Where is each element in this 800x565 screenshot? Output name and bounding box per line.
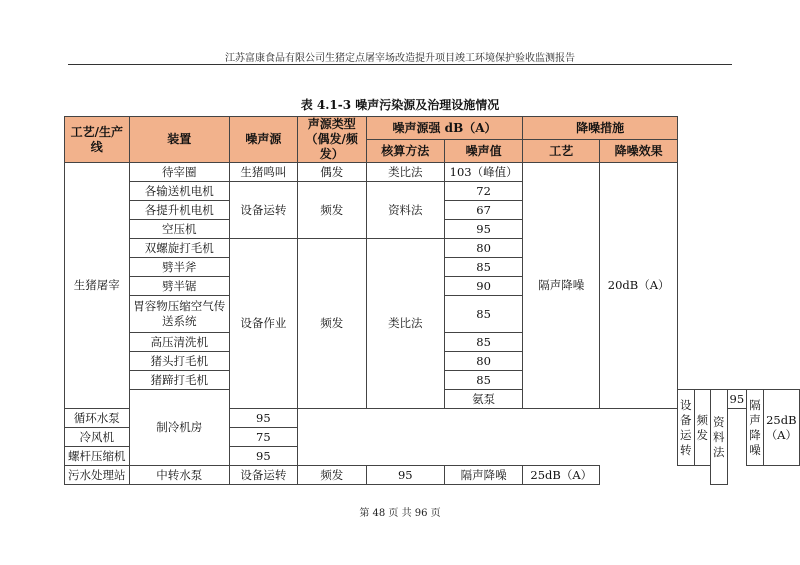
value-cell: 95 [727,390,747,409]
value-cell: 95 [366,466,444,485]
method-cell: 资料法 [366,182,444,239]
device-cell: 高压清洗机 [129,333,229,352]
source-cell: 生猪鸣叫 [229,163,297,182]
effect-cell: 20dB（A） [600,163,678,409]
value-cell: 85 [444,333,522,352]
method-cell: 类比法 [366,239,444,409]
method-cell: 资料法 [711,390,728,485]
type-cell: 频发 [297,239,366,409]
col-process: 工艺 [523,140,600,163]
type-cell: 频发 [694,390,711,466]
device-cell: 各输送机电机 [129,182,229,201]
effect-cell: 25dB（A） [763,390,799,466]
device-cell: 双螺旋打毛机 [129,239,229,258]
process-cell: 隔声降噪 [444,466,522,485]
group-slaughter: 生猪屠宰 [65,163,130,409]
col-line: 工艺/生产线 [65,117,130,163]
value-cell: 85 [444,371,522,390]
col-source: 噪声源 [229,117,297,163]
device-cell: 中转水泵 [129,466,229,485]
table-title: 表 4.1-3 噪声污染源及治理设施情况 [300,98,500,112]
process-cell: 隔声降噪 [523,163,600,409]
noise-source-table [64,116,800,485]
header-rule [68,64,732,65]
report-header: 江苏富康食品有限公司生猪定点屠宰场改造提升项目竣工环境保护验收监测报告 [225,53,575,64]
source-cell: 设备作业 [229,239,297,409]
source-cell: 设备运转 [229,182,297,239]
value-cell: 95 [229,447,297,466]
col-effect: 降噪效果 [600,140,678,163]
table-row [65,239,800,258]
col-value: 噪声值 [444,140,522,163]
value-cell: 90 [444,277,522,296]
source-cell: 设备运转 [678,390,695,466]
value-cell: 85 [444,258,522,277]
process-cell: 隔声降噪 [747,390,764,466]
device-cell: 劈半锯 [129,277,229,296]
type-cell: 偶发 [297,163,366,182]
type-cell: 频发 [297,466,366,485]
page-footer: 第 48 页 共 96 页 [359,508,441,519]
col-measures: 降噪措施 [523,117,678,140]
col-intensity: 噪声源强 dB（A） [366,117,523,140]
group-sewage: 污水处理站 [65,466,130,485]
value-cell: 72 [444,182,522,201]
table-row [65,182,800,201]
value-cell: 95 [229,409,297,428]
value-cell: 75 [229,428,297,447]
device-cell: 猪头打毛机 [129,352,229,371]
device-cell: 各提升机电机 [129,201,229,220]
source-cell: 设备运转 [229,466,297,485]
method-cell: 类比法 [366,163,444,182]
header-row [65,117,800,140]
col-method: 核算方法 [366,140,444,163]
value-cell: 95 [444,220,522,239]
value-cell: 80 [444,239,522,258]
effect-cell: 25dB（A） [523,466,600,485]
table-row [65,163,800,182]
type-cell: 频发 [297,182,366,239]
device-cell: 胃容物压缩空气传送系统 [129,296,229,333]
device-cell: 冷风机 [65,428,130,447]
device-cell: 待宰圈 [129,163,229,182]
device-cell: 循环水泵 [65,409,130,428]
device-cell: 空压机 [129,220,229,239]
device-cell: 劈半斧 [129,258,229,277]
value-cell: 103（峰值） [444,163,522,182]
value-cell: 80 [444,352,522,371]
table-row [65,466,800,485]
device-cell: 猪蹄打毛机 [129,371,229,390]
value-cell: 67 [444,201,522,220]
value-cell: 85 [444,296,522,333]
col-device: 装置 [129,117,229,163]
device-cell: 螺杆压缩机 [65,447,130,466]
device-cell: 氨泵 [444,390,522,409]
group-refrigeration: 制冷机房 [129,390,229,466]
col-type: 声源类型（偶发/频发） [297,117,366,163]
